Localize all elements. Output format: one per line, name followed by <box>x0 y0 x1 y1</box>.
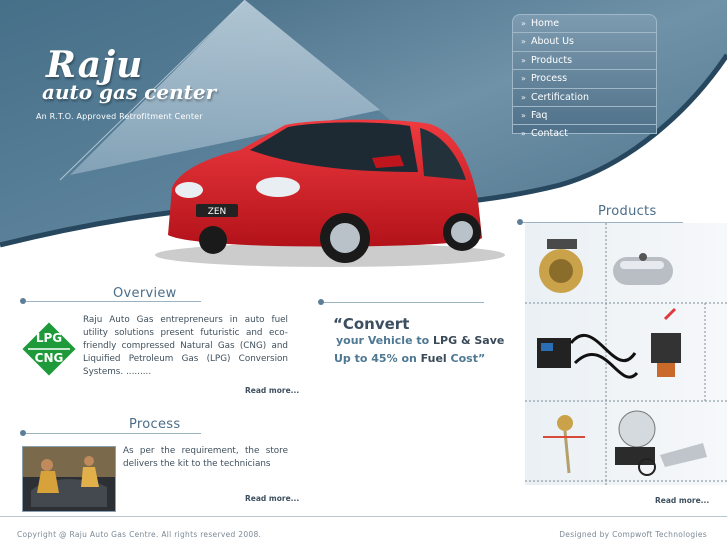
vaporizer-product-image[interactable] <box>539 239 583 293</box>
arrow-right-icon: » <box>521 129 526 139</box>
nav-item-label: Home <box>531 18 560 29</box>
products-heading: Products <box>598 204 657 219</box>
overview-heading: Overview <box>113 286 177 301</box>
nav-item-label: Products <box>531 54 573 66</box>
gas-tank-product-image[interactable] <box>613 253 673 285</box>
overview-text: Raju Auto Gas entrepreneurs in auto fuel utility solutions present futuristic and eco-friendly compressed Natural Gas (CNG) and Liquified Petroleum Gas (LPG) Conversion Systems. ......... <box>83 315 288 377</box>
process-read-more-link[interactable]: Read more... <box>245 494 300 503</box>
gas-injector-kit-product-image[interactable] <box>615 411 707 475</box>
logo-title: Raju <box>46 44 144 86</box>
slogan-line-3-part-c: Cost” <box>446 352 486 365</box>
fuel-level-sensor-product-image[interactable] <box>543 415 585 473</box>
slogan-line-2-part-a: your Vehicle to <box>336 334 434 347</box>
nav-item-label: Certification <box>531 91 589 103</box>
logo-subtitle: auto gas center <box>42 80 217 104</box>
arrow-right-icon: » <box>521 92 526 102</box>
lpg-cng-badge <box>20 320 78 378</box>
arrow-right-icon: » <box>521 74 526 84</box>
section-divider <box>26 433 201 434</box>
slogan-line-3-part-a: Up to 45% on <box>334 352 421 365</box>
nav-item-faq[interactable] <box>513 107 656 125</box>
car-plate: ZEN <box>207 207 227 217</box>
nav-item-certification[interactable] <box>513 89 656 107</box>
slogan-line-3-part-b: Fuel <box>420 352 447 365</box>
logo-tagline: An R.T.O. Approved Retrofitment Center <box>36 112 203 121</box>
products-gallery <box>525 223 727 485</box>
arrow-right-icon: » <box>521 37 526 47</box>
slogan-line-1: “Convert <box>333 315 410 333</box>
badge-cng-label: CNG <box>34 351 64 365</box>
overview-read-more-link[interactable]: Read more... <box>245 386 300 395</box>
nav-item-label: Faq <box>531 109 548 121</box>
footer <box>0 516 727 545</box>
slogan-line-3 <box>334 352 485 365</box>
products-grid <box>525 223 727 485</box>
slogan-line-2 <box>336 334 504 347</box>
section-divider <box>26 301 201 302</box>
products-read-more-link[interactable]: Read more... <box>655 496 710 505</box>
section-divider <box>324 302 484 303</box>
nav-item-label: Process <box>531 73 568 85</box>
main-nav <box>512 14 657 140</box>
arrow-right-icon: » <box>521 19 526 28</box>
slogan-line-2-part-b: LPG & Save <box>433 334 505 347</box>
nav-item-about-us[interactable] <box>513 33 656 51</box>
arrow-right-icon: » <box>521 55 526 65</box>
nav-item-home[interactable] <box>513 15 656 33</box>
process-heading: Process <box>129 417 181 432</box>
footer-copyright: Copyright @ Raju Auto Gas Centre. All rights reserved 2008. <box>17 530 262 539</box>
process-text: As per the requirement, the store delivers the kit to the technicians <box>123 446 288 469</box>
nav-item-products[interactable] <box>513 52 656 70</box>
badge-lpg-label: LPG <box>35 331 63 345</box>
process-photo <box>22 446 116 512</box>
arrow-right-icon: » <box>521 110 526 120</box>
footer-credit[interactable]: Designed by Compwoft Technologies <box>559 530 707 539</box>
ecu-wiring-product-image[interactable] <box>537 335 637 377</box>
nav-item-contact[interactable] <box>513 125 656 142</box>
nav-item-label: Contact <box>531 128 568 140</box>
nav-item-label: About Us <box>531 36 575 48</box>
nav-item-process[interactable] <box>513 70 656 88</box>
solenoid-valve-product-image[interactable] <box>651 309 681 377</box>
